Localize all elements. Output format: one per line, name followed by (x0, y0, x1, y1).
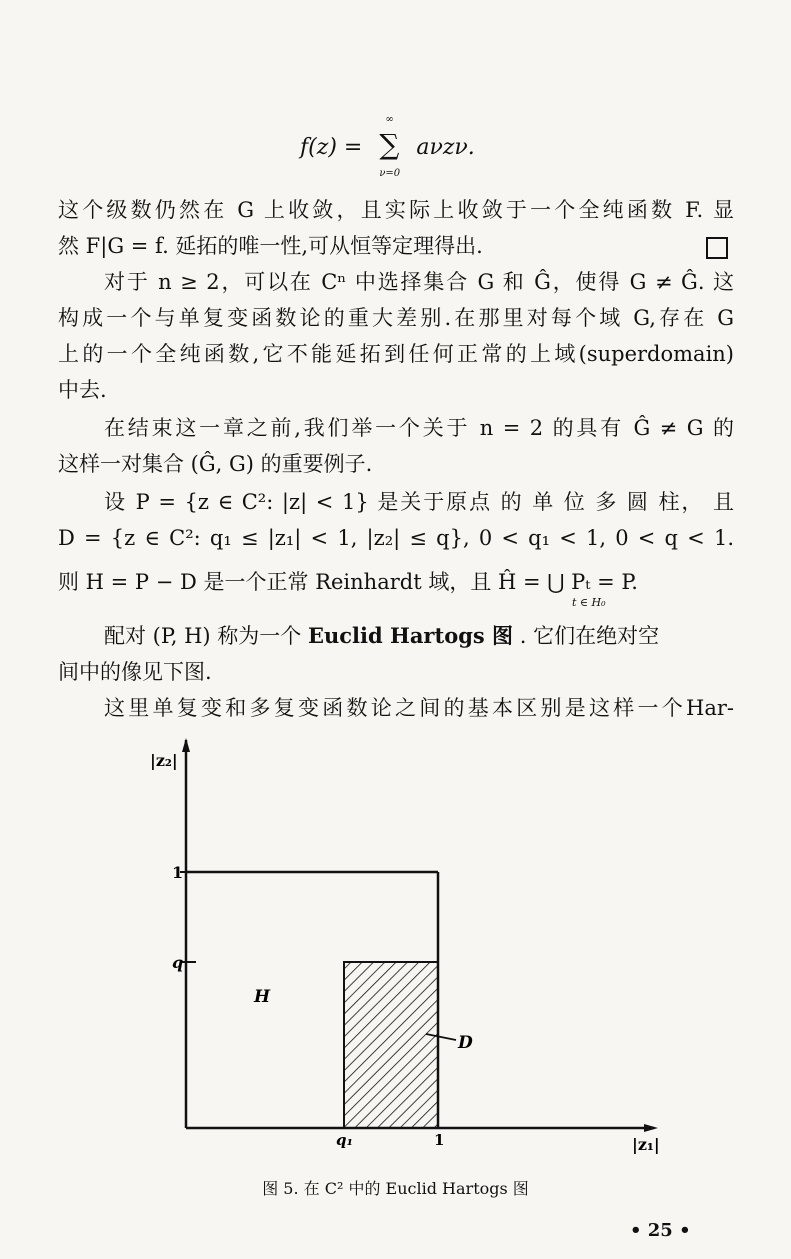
text-line-7: 在结束这一章之前,我们举一个关于 n = 2 的具有 Ĝ ≠ G 的 (104, 416, 734, 440)
region-d-hatched (344, 962, 438, 1128)
figure-caption: 图 5. 在 C² 中的 Euclid Hartogs 图 (262, 1179, 529, 1198)
text-line-12-end: . 它们在绝对空 (519, 624, 660, 648)
text-line-3: 对于 n ≥ 2，可以在 Cⁿ 中选择集合 G 和 Ĝ，使得 G ≠ Ĝ. 这 (104, 270, 734, 294)
sum-symbol: ∑ (379, 128, 400, 161)
x-axis-label: |z₁| (632, 1135, 660, 1154)
text-line-4: 构成一个与单复变函数论的重大差别.在那里对每个域 G,存在 G (58, 306, 734, 330)
tick-label-q1: q₁ (336, 1131, 354, 1149)
text-line-9: 设 P = {z ∈ C²: |z| < 1} 是关于原点 的 单 位 多 圆 柱， 且 (104, 490, 734, 514)
tick-label-q: q (172, 953, 184, 972)
tick-label-1-x: 1 (434, 1131, 445, 1149)
sum-lower-limit: ν=0 (379, 168, 401, 179)
union-subscript: t ∈ H₀ (572, 596, 606, 609)
text-line-10: D = {z ∈ C²: q₁ ≤ |z₁| < 1, |z₂| ≤ q}, 0 < q₁ < 1, 0 < q < 1. (58, 526, 734, 550)
region-h-label: H (254, 987, 271, 1007)
text-line-13: 间中的像见下图. (58, 660, 212, 684)
sum-upper-limit: ∞ (385, 114, 394, 125)
text-line-14: 这里单复变和多复变函数论之间的基本区别是这样一个Har- (104, 696, 734, 720)
text-line-6: 中去. (58, 378, 107, 402)
x-axis-arrowhead-icon (644, 1124, 658, 1132)
text-line-12-start: 配对 (P, H) 称为一个 (104, 624, 302, 648)
text-line-2-content: 然 F|G = f. 延拓的唯一性,可从恒等定理得出. (58, 234, 483, 258)
tick-label-1-y: 1 (172, 863, 184, 882)
y-axis-arrowhead-icon (182, 738, 190, 752)
region-d-label: D (458, 1033, 473, 1053)
text-line-11-content: 则 H = P − D 是一个正常 Reinhardt 域，且 Ĥ = ⋃ Pₜ = P. (58, 570, 638, 594)
text-line-1: 这个级数仍然在 G 上收敛，且实际上收敛于一个全纯函数 F. 显 (58, 198, 734, 222)
y-axis-label: |z₂| (150, 751, 178, 770)
formula-lhs: f(z) = (300, 135, 363, 160)
euclid-hartogs-term: Euclid Hartogs 图 (307, 623, 514, 648)
formula-rhs: aνzν. (416, 135, 475, 160)
text-line-5: 上的一个全纯函数,它不能延拓到任何正常的上域(superdomain) (58, 342, 734, 366)
text-line-8: 这样一对集合 (Ĝ, G) 的重要例子. (58, 452, 373, 476)
page-number: • 25 • (630, 1220, 691, 1241)
